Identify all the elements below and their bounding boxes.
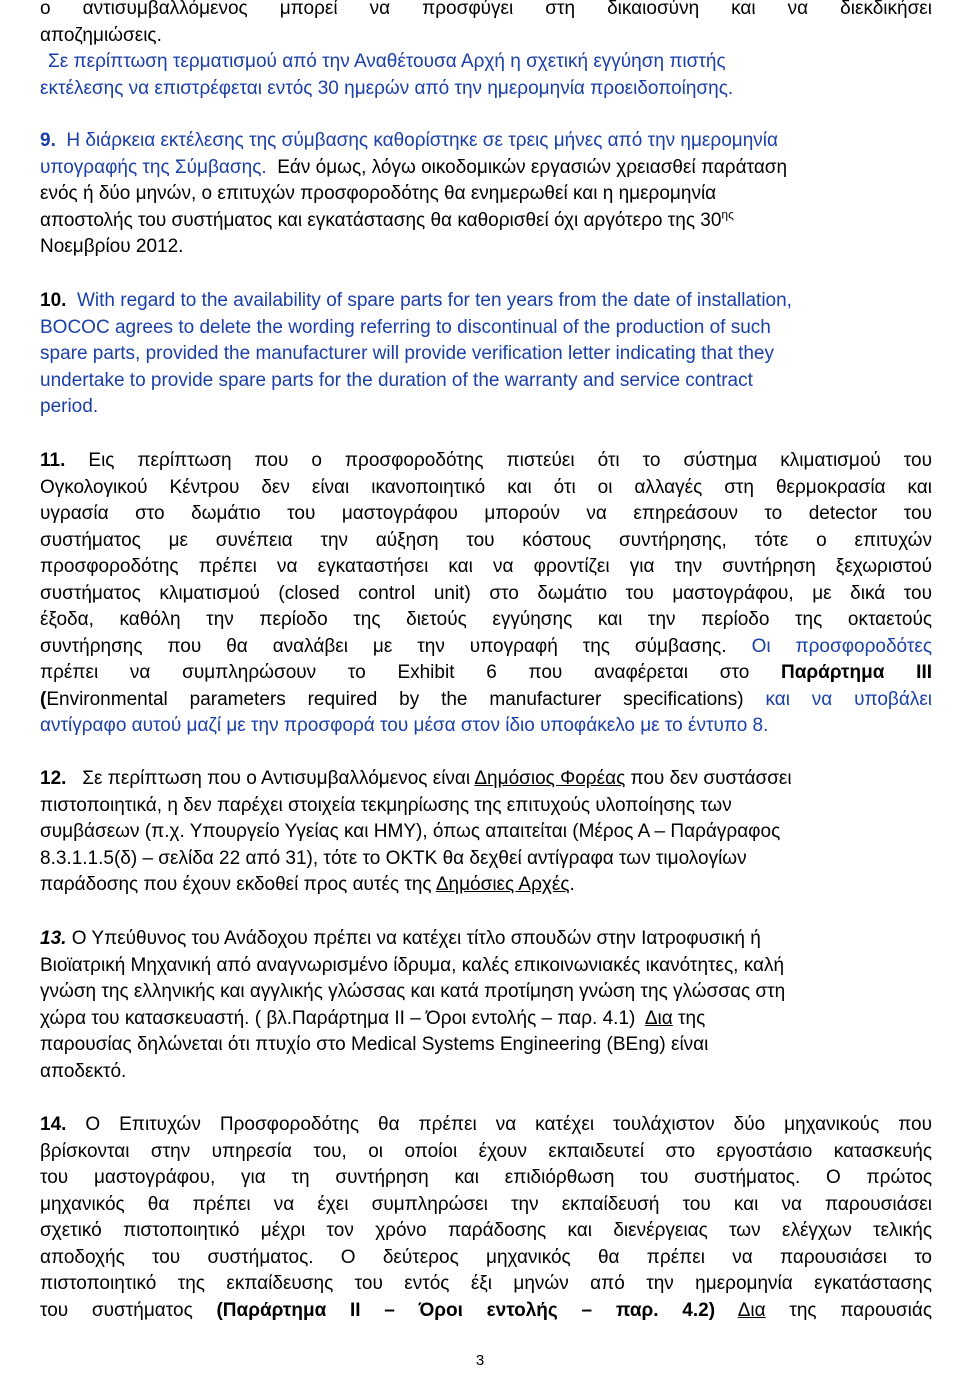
text-run: αποστολής του συστήματος και εγκατάστασης θα καθορισθεί όχι αργότερο της 30 — [40, 209, 722, 231]
text-line: With regard to the availability of spare parts for ten years from the date of installation, — [76, 290, 792, 311]
paragraph-number: 12. — [40, 768, 67, 789]
paragraph-13 — [40, 926, 932, 1085]
text-line: πιστοποιητικό της εκπαίδευσης του εντός έξι μηνών από την ημερομηνία εγκατάστασης — [40, 1273, 932, 1294]
text-line: συμβάσεων (π.χ. Υπουργείο Υγείας και ΗΜΥ), όπως απαιτείται (Μέρος Α – Παράγραφος — [40, 821, 781, 842]
text-line: βρίσκονται στην υπηρεσία του, οι οποίοι έχουν εκπαιδευτεί στο εργοστάσιο κατασκευής — [40, 1140, 932, 1162]
paragraph-number: 10. — [40, 290, 67, 311]
text-line: αντίγραφο αυτού μαζί με την προσφορά του μέσα στον ίδιο υποφάκελο με το έντυπο 8. — [40, 715, 769, 736]
paragraph-10 — [40, 288, 932, 421]
superscript: ης — [721, 207, 734, 222]
text-line: period. — [40, 396, 99, 417]
text-run: Δημόσιες Αρχές — [435, 874, 570, 895]
paragraph-9 — [40, 128, 932, 261]
text-line: Βιοϊατρική Μηχανική από αναγνωρισμένο ίδρυμα, καλές επικοινωνιακές ικανότητες, καλή — [40, 954, 785, 976]
text-line: Σε περίπτωση τερματισμού από την Αναθέτουσα Αρχή η σχετική εγγύηση πιστής — [48, 51, 726, 72]
paragraph-number: 9. — [40, 130, 56, 151]
text-line: έξοδα, καθόλη την περίοδο της διετούς εγγύησης και την περίοδο της οκταετούς — [40, 609, 932, 630]
text-run: και να υποβάλει — [765, 688, 933, 710]
text-run: πρέπει να συμπληρώσουν το Exhibit 6 — [40, 662, 497, 683]
text-run: Εάν όμως, λόγω οικοδομικών εργασιών χρειασθεί παράταση — [277, 156, 788, 178]
text-line: προσφοροδότης πρέπει να εγκαταστήσει και να φροντίζει για την συντήρηση ξεχωριστού — [40, 556, 932, 577]
text-line: Ο Υπεύθυνος του Ανάδοχου πρέπει να κατέχει τίτλο σπουδών στην Ιατροφυσική ή — [71, 928, 761, 949]
text-run: ( — [40, 688, 47, 710]
page-number: 3 — [475, 1352, 485, 1369]
text-run: Παράρτημα ΙΙΙ — [781, 662, 933, 683]
paragraph-12 — [40, 766, 932, 899]
text-line: Ο Επιτυχών Προσφοροδότης θα πρέπει να κατέχει τουλάχιστον δύο μηχανικούς που — [85, 1114, 933, 1135]
text-line: συστήματος με συνέπεια την αύξηση του κόστους συντήρησης, τότε ο επιτυχών — [40, 529, 932, 551]
text-run: παράδοσης που έχουν εκδοθεί προς αυτές της — [40, 874, 432, 895]
text-line: πιστοποιητικά, η δεν παρέχει στοιχεία τεκμηρίωσης της επιτυχούς υλοποίησης των — [40, 794, 732, 816]
text-run: της παρουσιάς — [789, 1299, 932, 1321]
text-line: μηχανικός θα πρέπει να έχει συμπληρώσει την εκπαίδευσή του και να παρουσιάσει — [40, 1193, 932, 1215]
text-run: Environmental parameters required by the manufacturer specifications) — [46, 688, 744, 710]
text-line: αποδεκτό. — [40, 1060, 127, 1082]
text-line: εκτέλεσης να επιστρέφεται εντός 30 ημερών από την ημερομηνία προειδοποίησης. — [40, 77, 734, 99]
text-line: Νοεμβρίου 2012. — [40, 236, 184, 257]
text-line: παρουσίας δηλώνεται ότι πτυχίο στο Medical Systems Engineering (BEng) είναι — [40, 1034, 709, 1055]
text-run: Δια — [644, 1007, 673, 1029]
text-run: συντήρησης που θα αναλάβει με την υπογραφή της σύμβασης. — [40, 635, 727, 657]
text-run: Δια — [737, 1299, 766, 1321]
text-run: Σε περίπτωση που ο Αντισυμβαλλόμενος είναι — [82, 768, 471, 789]
paragraph-number: 11. — [40, 450, 66, 471]
text-line: υγρασία στο δωμάτιο του μαστογράφου μπορούν να επηρεάσουν το detector του — [40, 503, 932, 524]
paragraph-11 — [40, 448, 932, 740]
text-line: spare parts, provided the manufacturer will provide verification letter indicating that they — [40, 343, 774, 364]
text-line: συστήματος κλιματισμού (closed control unit) στο δωμάτιο του μαστογράφου, με δικά του — [40, 582, 932, 604]
text-run: χώρα του κατασκευαστή. ( βλ.Παράρτημα ΙΙ – Όροι εντολής – παρ. 4.1) — [40, 1007, 636, 1029]
text-run: υπογραφής της Σύμβασης. — [40, 156, 267, 178]
continued-paragraph — [40, 0, 932, 102]
text-run: (Παράρτημα ΙΙ – Όροι εντολής – παρ. 4.2) — [216, 1299, 716, 1321]
text-line: Ογκολογικού Κέντρου δεν είναι ικανοποιητικό και ότι οι αλλαγές στη θερμοκρασία και — [40, 476, 932, 498]
text-line: undertake to provide spare parts for the duration of the warranty and service contract — [40, 369, 753, 391]
text-run: του συστήματος — [40, 1299, 193, 1321]
text-run: . — [569, 874, 575, 895]
text-run: που αναφέρεται στο — [528, 662, 750, 683]
text-line: ο αντισυμβαλλόμενος μπορεί να προσφύγει στη δικαιοσύνη και να διεκδικήσει — [40, 0, 932, 19]
text-line: γνώση της ελληνικής και αγγλικής γλώσσας και κατά προτίμηση γνώση της γλώσσας στη — [40, 981, 786, 1002]
text-line: Η διάρκεια εκτέλεσης της σύμβασης καθορίστηκε σε τρεις μήνες από την ημερομηνία — [66, 130, 778, 151]
text-line: Εις περίπτωση που ο προσφοροδότης πιστεύει ότι το σύστημα κλιματισμού του — [88, 450, 933, 471]
text-line: σχετικό πιστοποιητικό μέχρι τον χρόνο παράδοσης και διενέργειας των ελέγχων τελικής — [40, 1220, 932, 1241]
paragraph-number: 13. — [40, 928, 67, 949]
text-line: αποδοχής του συστήματος. Ο δεύτερος μηχανικός θα πρέπει να παρουσιάσει το — [40, 1246, 932, 1268]
text-run: που δεν συστάσσει — [630, 768, 792, 789]
text-run: Οι προσφοροδότες — [751, 635, 932, 657]
paragraph-number: 14. — [40, 1114, 67, 1135]
paragraph-14 — [40, 1112, 932, 1324]
text-line: αποζημιώσεις. — [40, 24, 162, 46]
text-line: 8.3.1.1.5(δ) – σελίδα 22 από 31), τότε το ΟΚΤΚ θα δεχθεί αντίγραφα των τιμολογίων — [40, 847, 747, 869]
text-run: Δημόσιος Φορέας — [474, 768, 626, 789]
text-line: BOCOC agrees to delete the wording referring to discontinual of the production of such — [40, 316, 771, 338]
text-line: του μαστογράφου, για τη συντήρηση και επιδιόρθωση του συστήματος. Ο πρώτος — [40, 1167, 932, 1188]
text-run: της — [678, 1007, 706, 1029]
text-line: ενός ή δύο μηνών, ο επιτυχών προσφοροδότης θα ενημερωθεί και η ημερομηνία — [40, 183, 717, 204]
